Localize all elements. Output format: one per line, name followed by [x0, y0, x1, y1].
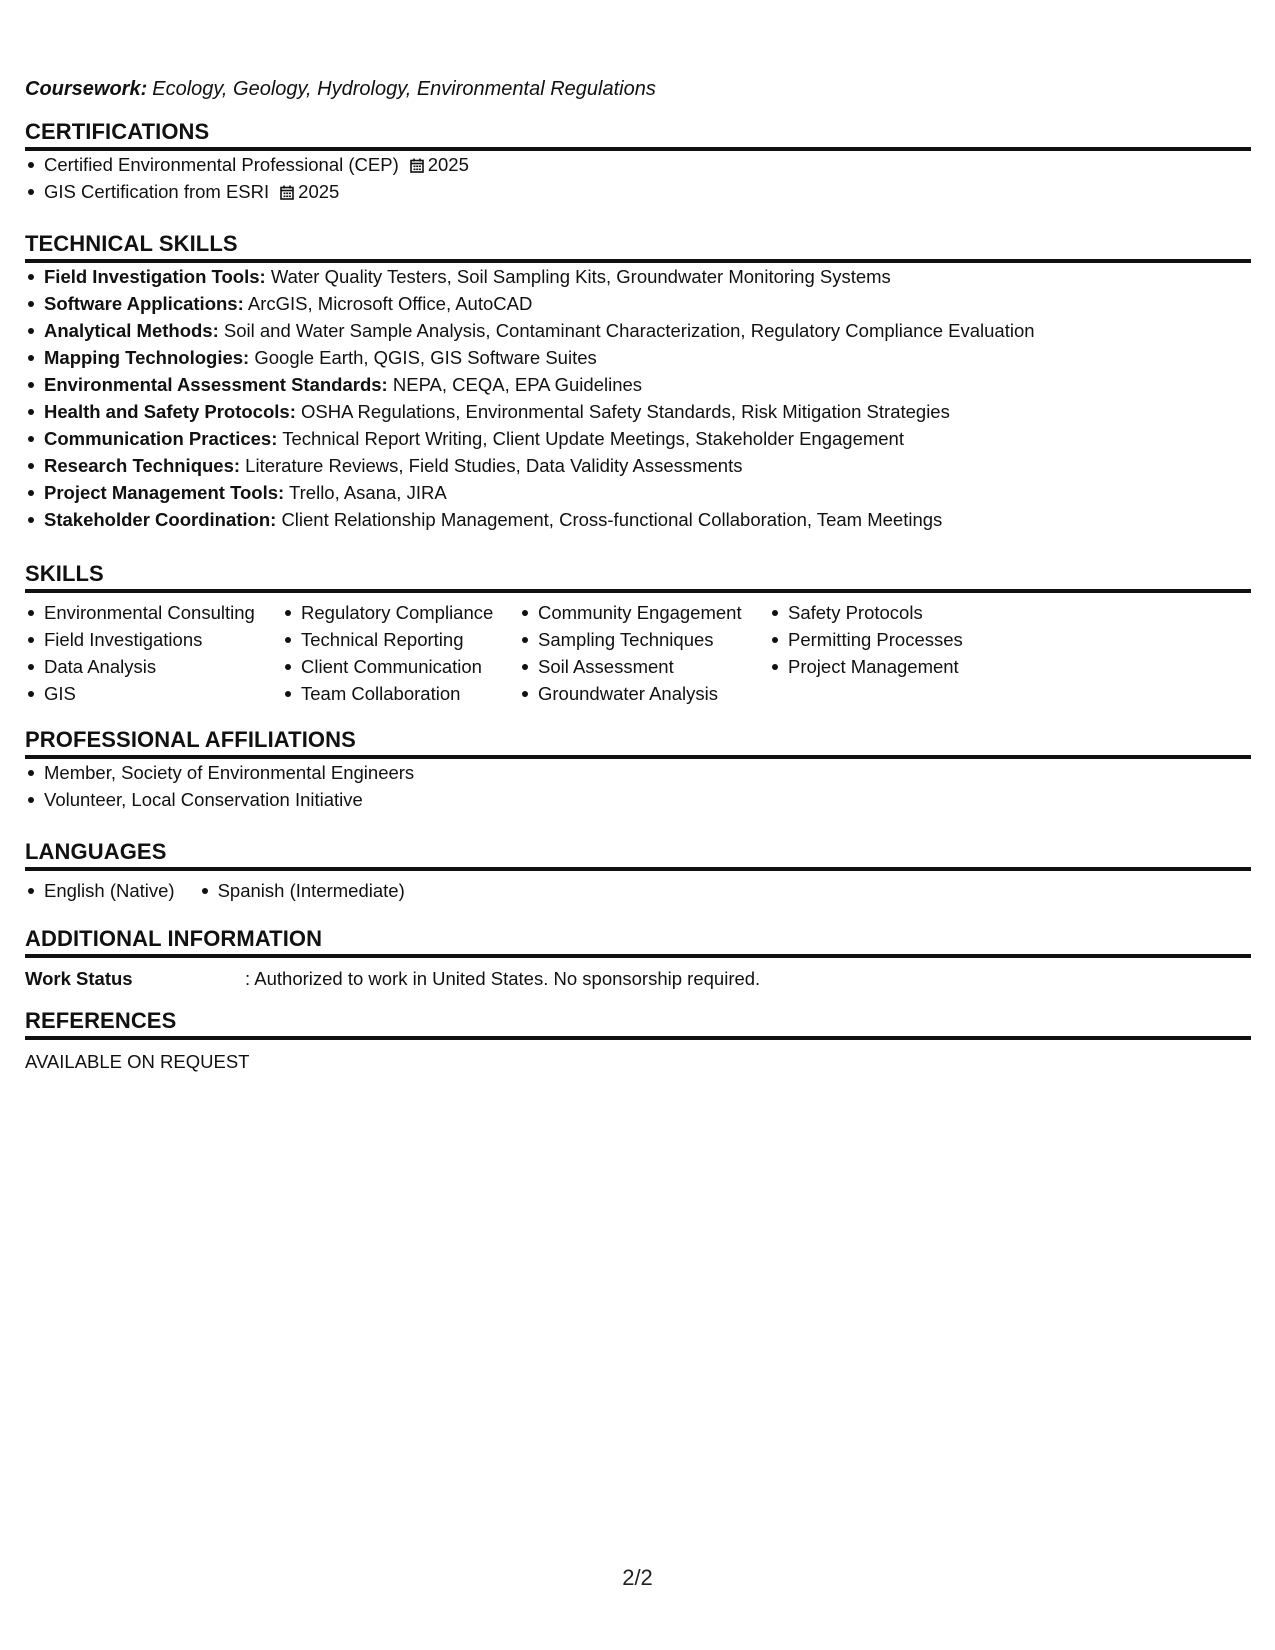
technical-skill-item	[25, 317, 1251, 344]
certifications-section	[25, 118, 1251, 205]
skill-item: Project Management	[769, 653, 999, 680]
affiliations-section	[25, 726, 1251, 813]
languages-section	[25, 838, 1251, 904]
coursework-line	[25, 78, 656, 101]
skill-item: Soil Assessment	[519, 653, 769, 680]
language-item: Spanish (Intermediate)	[199, 877, 405, 904]
technical-skill-item	[25, 479, 1251, 506]
calendar-icon	[280, 185, 294, 200]
certification-item	[25, 151, 1251, 178]
skills-column	[282, 599, 519, 707]
technical-skill-value: NEPA, CEQA, EPA Guidelines	[392, 374, 643, 395]
work-status-label: Work Status	[25, 968, 133, 989]
skill-item: Field Investigations	[25, 626, 282, 653]
affiliation-item: Volunteer, Local Conservation Initiative	[25, 786, 1251, 813]
page-number: 2/2	[622, 1565, 653, 1590]
technical-skills-heading: TECHNICAL SKILLS	[25, 230, 1251, 263]
technical-skill-label: Project Management Tools:	[44, 482, 285, 503]
skill-item: Regulatory Compliance	[282, 599, 519, 626]
skill-item: Groundwater Analysis	[519, 680, 769, 707]
certification-name: GIS Certification from ESRI	[44, 181, 270, 202]
affiliations-heading: PROFESSIONAL AFFILIATIONS	[25, 726, 1251, 759]
references-heading: REFERENCES	[25, 1007, 1251, 1040]
technical-skills-list	[25, 263, 1251, 533]
skill-item: Technical Reporting	[282, 626, 519, 653]
technical-skill-item	[25, 344, 1251, 371]
technical-skill-item	[25, 263, 1251, 290]
certification-year: 2025	[298, 181, 340, 202]
skills-column	[25, 599, 282, 707]
technical-skill-item	[25, 371, 1251, 398]
technical-skill-value: Literature Reviews, Field Studies, Data Validity Assessments	[245, 455, 743, 476]
skill-item: Permitting Processes	[769, 626, 999, 653]
languages-heading: LANGUAGES	[25, 838, 1251, 871]
technical-skill-value: Trello, Asana, JIRA	[289, 482, 447, 503]
technical-skill-value: ArcGIS, Microsoft Office, AutoCAD	[247, 293, 533, 314]
technical-skill-value: Client Relationship Management, Cross-functional Collaboration, Team Meetings	[281, 509, 943, 530]
technical-skill-label: Research Techniques:	[44, 455, 241, 476]
certifications-heading: CERTIFICATIONS	[25, 118, 1251, 151]
skill-item: Team Collaboration	[282, 680, 519, 707]
technical-skill-label: Software Applications:	[44, 293, 244, 314]
technical-skill-value: Water Quality Testers, Soil Sampling Kits, Groundwater Monitoring Systems	[270, 266, 891, 287]
technical-skill-label: Stakeholder Coordination:	[44, 509, 277, 530]
skills-column	[769, 599, 999, 707]
skill-item: Sampling Techniques	[519, 626, 769, 653]
skills-heading: SKILLS	[25, 560, 1251, 593]
technical-skill-item	[25, 398, 1251, 425]
additional-info-section	[25, 925, 1251, 992]
skill-item: GIS	[25, 680, 282, 707]
technical-skills-section	[25, 230, 1251, 533]
technical-skill-label: Environmental Assessment Standards:	[44, 374, 388, 395]
skill-item: Data Analysis	[25, 653, 282, 680]
affiliation-item: Member, Society of Environmental Engineers	[25, 759, 1251, 786]
coursework-value: Ecology, Geology, Hydrology, Environmental Regulations	[152, 78, 656, 100]
languages-list	[25, 877, 1251, 904]
skills-grid	[25, 599, 1251, 707]
skill-item: Environmental Consulting	[25, 599, 282, 626]
calendar-icon	[410, 158, 424, 173]
work-status-value: : Authorized to work in United States. No sponsorship required.	[245, 968, 761, 989]
skill-item: Safety Protocols	[769, 599, 999, 626]
affiliations-list	[25, 759, 1251, 813]
technical-skill-value: Technical Report Writing, Client Update Meetings, Stakeholder Engagement	[282, 428, 904, 449]
technical-skill-label: Mapping Technologies:	[44, 347, 250, 368]
certification-item	[25, 178, 1251, 205]
certification-year: 2025	[427, 154, 469, 175]
references-section	[25, 1007, 1251, 1075]
technical-skill-item	[25, 425, 1251, 452]
technical-skill-value: Soil and Water Sample Analysis, Contaminant Characterization, Regulatory Compliance Evaluation	[223, 320, 1035, 341]
skills-column	[519, 599, 769, 707]
language-item: English (Native)	[25, 877, 175, 904]
technical-skill-label: Field Investigation Tools:	[44, 266, 266, 287]
additional-info-heading: ADDITIONAL INFORMATION	[25, 925, 1251, 958]
coursework-label: Coursework:	[25, 78, 148, 100]
technical-skill-item	[25, 452, 1251, 479]
references-text: AVAILABLE ON REQUEST	[25, 1051, 250, 1072]
technical-skill-value: OSHA Regulations, Environmental Safety Standards, Risk Mitigation Strategies	[301, 401, 950, 422]
technical-skill-item	[25, 290, 1251, 317]
technical-skill-label: Analytical Methods:	[44, 320, 219, 341]
technical-skill-label: Health and Safety Protocols:	[44, 401, 296, 422]
work-status-row	[25, 965, 1251, 992]
certifications-list	[25, 151, 1251, 205]
technical-skill-item	[25, 506, 1251, 533]
technical-skill-value: Google Earth, QGIS, GIS Software Suites	[254, 347, 597, 368]
technical-skill-label: Communication Practices:	[44, 428, 278, 449]
skills-section	[25, 560, 1251, 707]
certification-name: Certified Environmental Professional (CEP)	[44, 154, 399, 175]
skill-item: Client Communication	[282, 653, 519, 680]
skill-item: Community Engagement	[519, 599, 769, 626]
